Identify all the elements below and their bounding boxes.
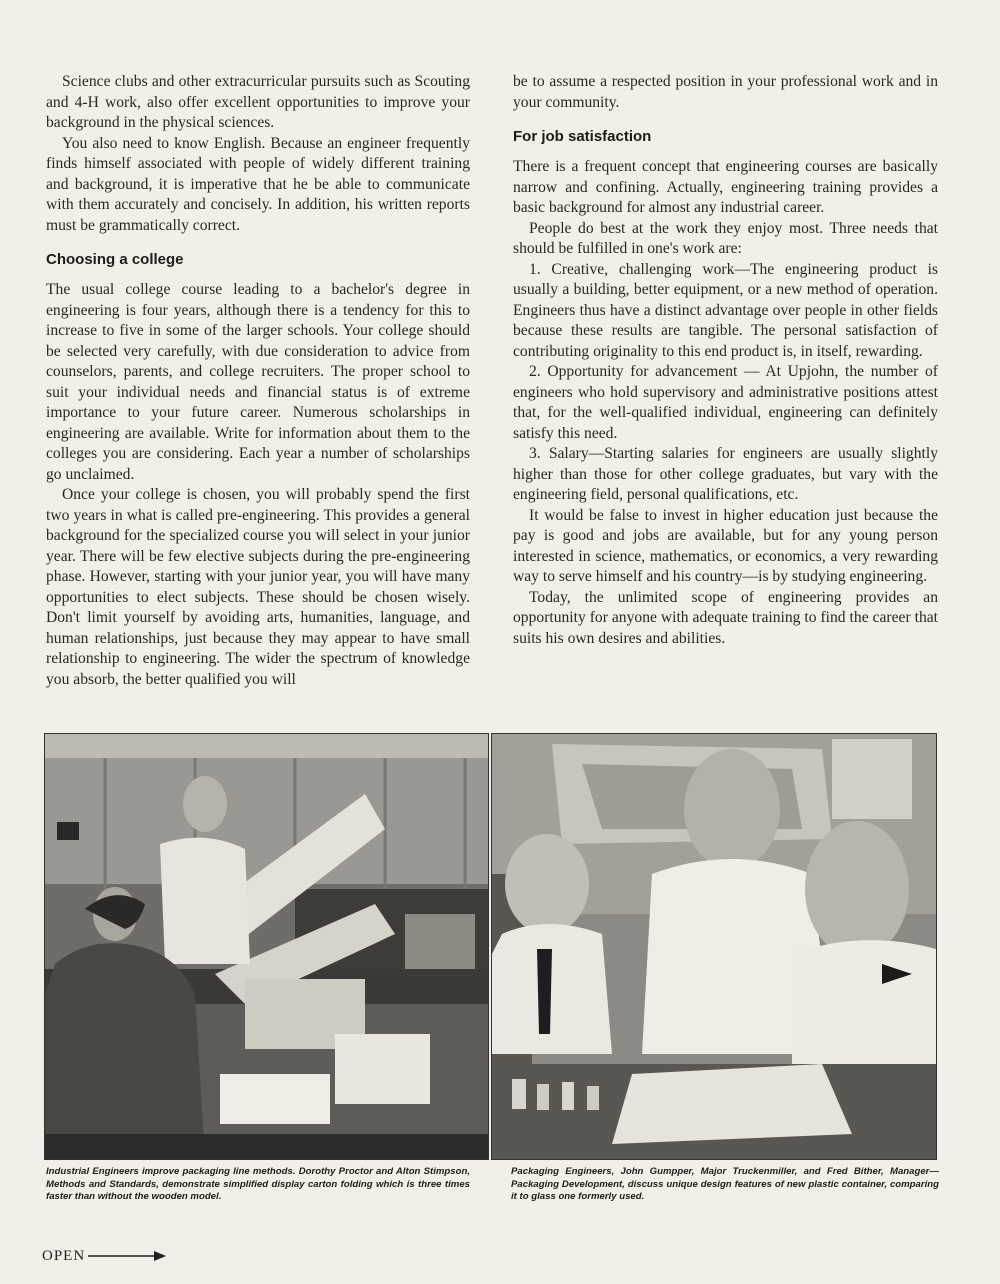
- photo-illustration: [45, 734, 488, 1159]
- paragraph: You also need to know English. Because an engineer frequently finds himself associated with people of widely different training and background, it is imperative that he be able to communicate with them accurately and concisely. In addition, his written reports must be grammatically correct.: [46, 134, 470, 234]
- photo-caption: Industrial Engineers improve packaging line methods. Dorothy Proctor and Alton Stimpson, Methods and Standards, demonstrate simplified display carton folding which is three times faster than without the wooden model.: [46, 1166, 470, 1202]
- paragraph: be to assume a respected position in your professional work and in your community.: [513, 73, 938, 111]
- photo-packaging-engineers: [491, 733, 937, 1160]
- photo-illustration: [492, 734, 936, 1159]
- paragraph: The usual college course leading to a bachelor's degree in engineering is four years, although there is a tendency for this to increase to five in some of the larger schools. Your college should be selected very carefully, with due consideration to advice from counselors, parents, and college recruiters. The proper school to suit your individual needs and financial status is of extreme importance to your future career. Numerous scholarships in engineering are available. Write for information about them to the colleges you are considering. Each year a number of scholarships go unclaimed.: [46, 281, 470, 483]
- list-item: 2. Opportunity for advancement — At Upjohn, the number of engineers who hold supervisory and administrative positions attest that, for the well-qualified individual, engineering can definitely satisfy this need.: [513, 363, 938, 442]
- section-heading: For job satisfaction: [513, 128, 652, 145]
- list-item: 1. Creative, challenging work—The engineering product is usually a building, better equipment, or a new method of operation. Engineers thus have a distinct advantage over people in other fields because these results are tangible. The personal satisfaction of contributing originality to this end product is, in itself, rewarding.: [513, 260, 938, 360]
- paragraph: People do best at the work they enjoy most. Three needs that should be fulfilled in one's work are:: [513, 219, 938, 257]
- paragraph: Once your college is chosen, you will probably spend the first two years in what is called pre-engineering. This provides a general background for the specialized course you will select in your junior year. There will be few elective subjects during the pre-engineering phase. However, starting with your junior year, you will have many opportunities to elect subjects. These should be chosen wisely. Don't limit yourself by avoiding arts, humanities, language, and human relationships, just because they may appear to have small relationship to engineering. The wider the spectrum of knowledge you absorb, the better qualified you will: [46, 486, 470, 688]
- open-label: OPEN: [42, 1248, 86, 1264]
- left-text-column: [46, 72, 470, 690]
- paragraph: It would be false to invest in higher education just because the pay is good and jobs are available, but for any young person interested in science, mathematics, or economics, a very rewarding way to serve himself and his country—is by studying engineering.: [513, 506, 938, 585]
- photo-caption: Packaging Engineers, John Gumpper, Major Truckenmiller, and Fred Bither, Manager—Packaging Development, discuss unique design features of new plastic container, comparing it to glass one formerly used.: [511, 1166, 939, 1202]
- arrow-right-icon: [88, 1250, 168, 1262]
- section-heading: Choosing a college: [46, 251, 184, 268]
- paragraph: There is a frequent concept that engineering courses are basically narrow and confining. Actually, engineering training provides a basic background for almost any industrial career.: [513, 158, 938, 216]
- photo-packaging-line: [44, 733, 489, 1160]
- paragraph: Today, the unlimited scope of engineering provides an opportunity for anyone with adequate training to find the career that suits his own desires and abilities.: [513, 588, 938, 647]
- paragraph: Science clubs and other extracurricular pursuits such as Scouting and 4-H work, also offer excellent opportunities to improve your background in the physical sciences.: [46, 73, 470, 131]
- right-text-column: [513, 72, 938, 649]
- list-item: 3. Salary—Starting salaries for engineers are usually slightly higher than those for other college graduates, but vary with the engineering field, personal qualifications, etc.: [513, 445, 938, 503]
